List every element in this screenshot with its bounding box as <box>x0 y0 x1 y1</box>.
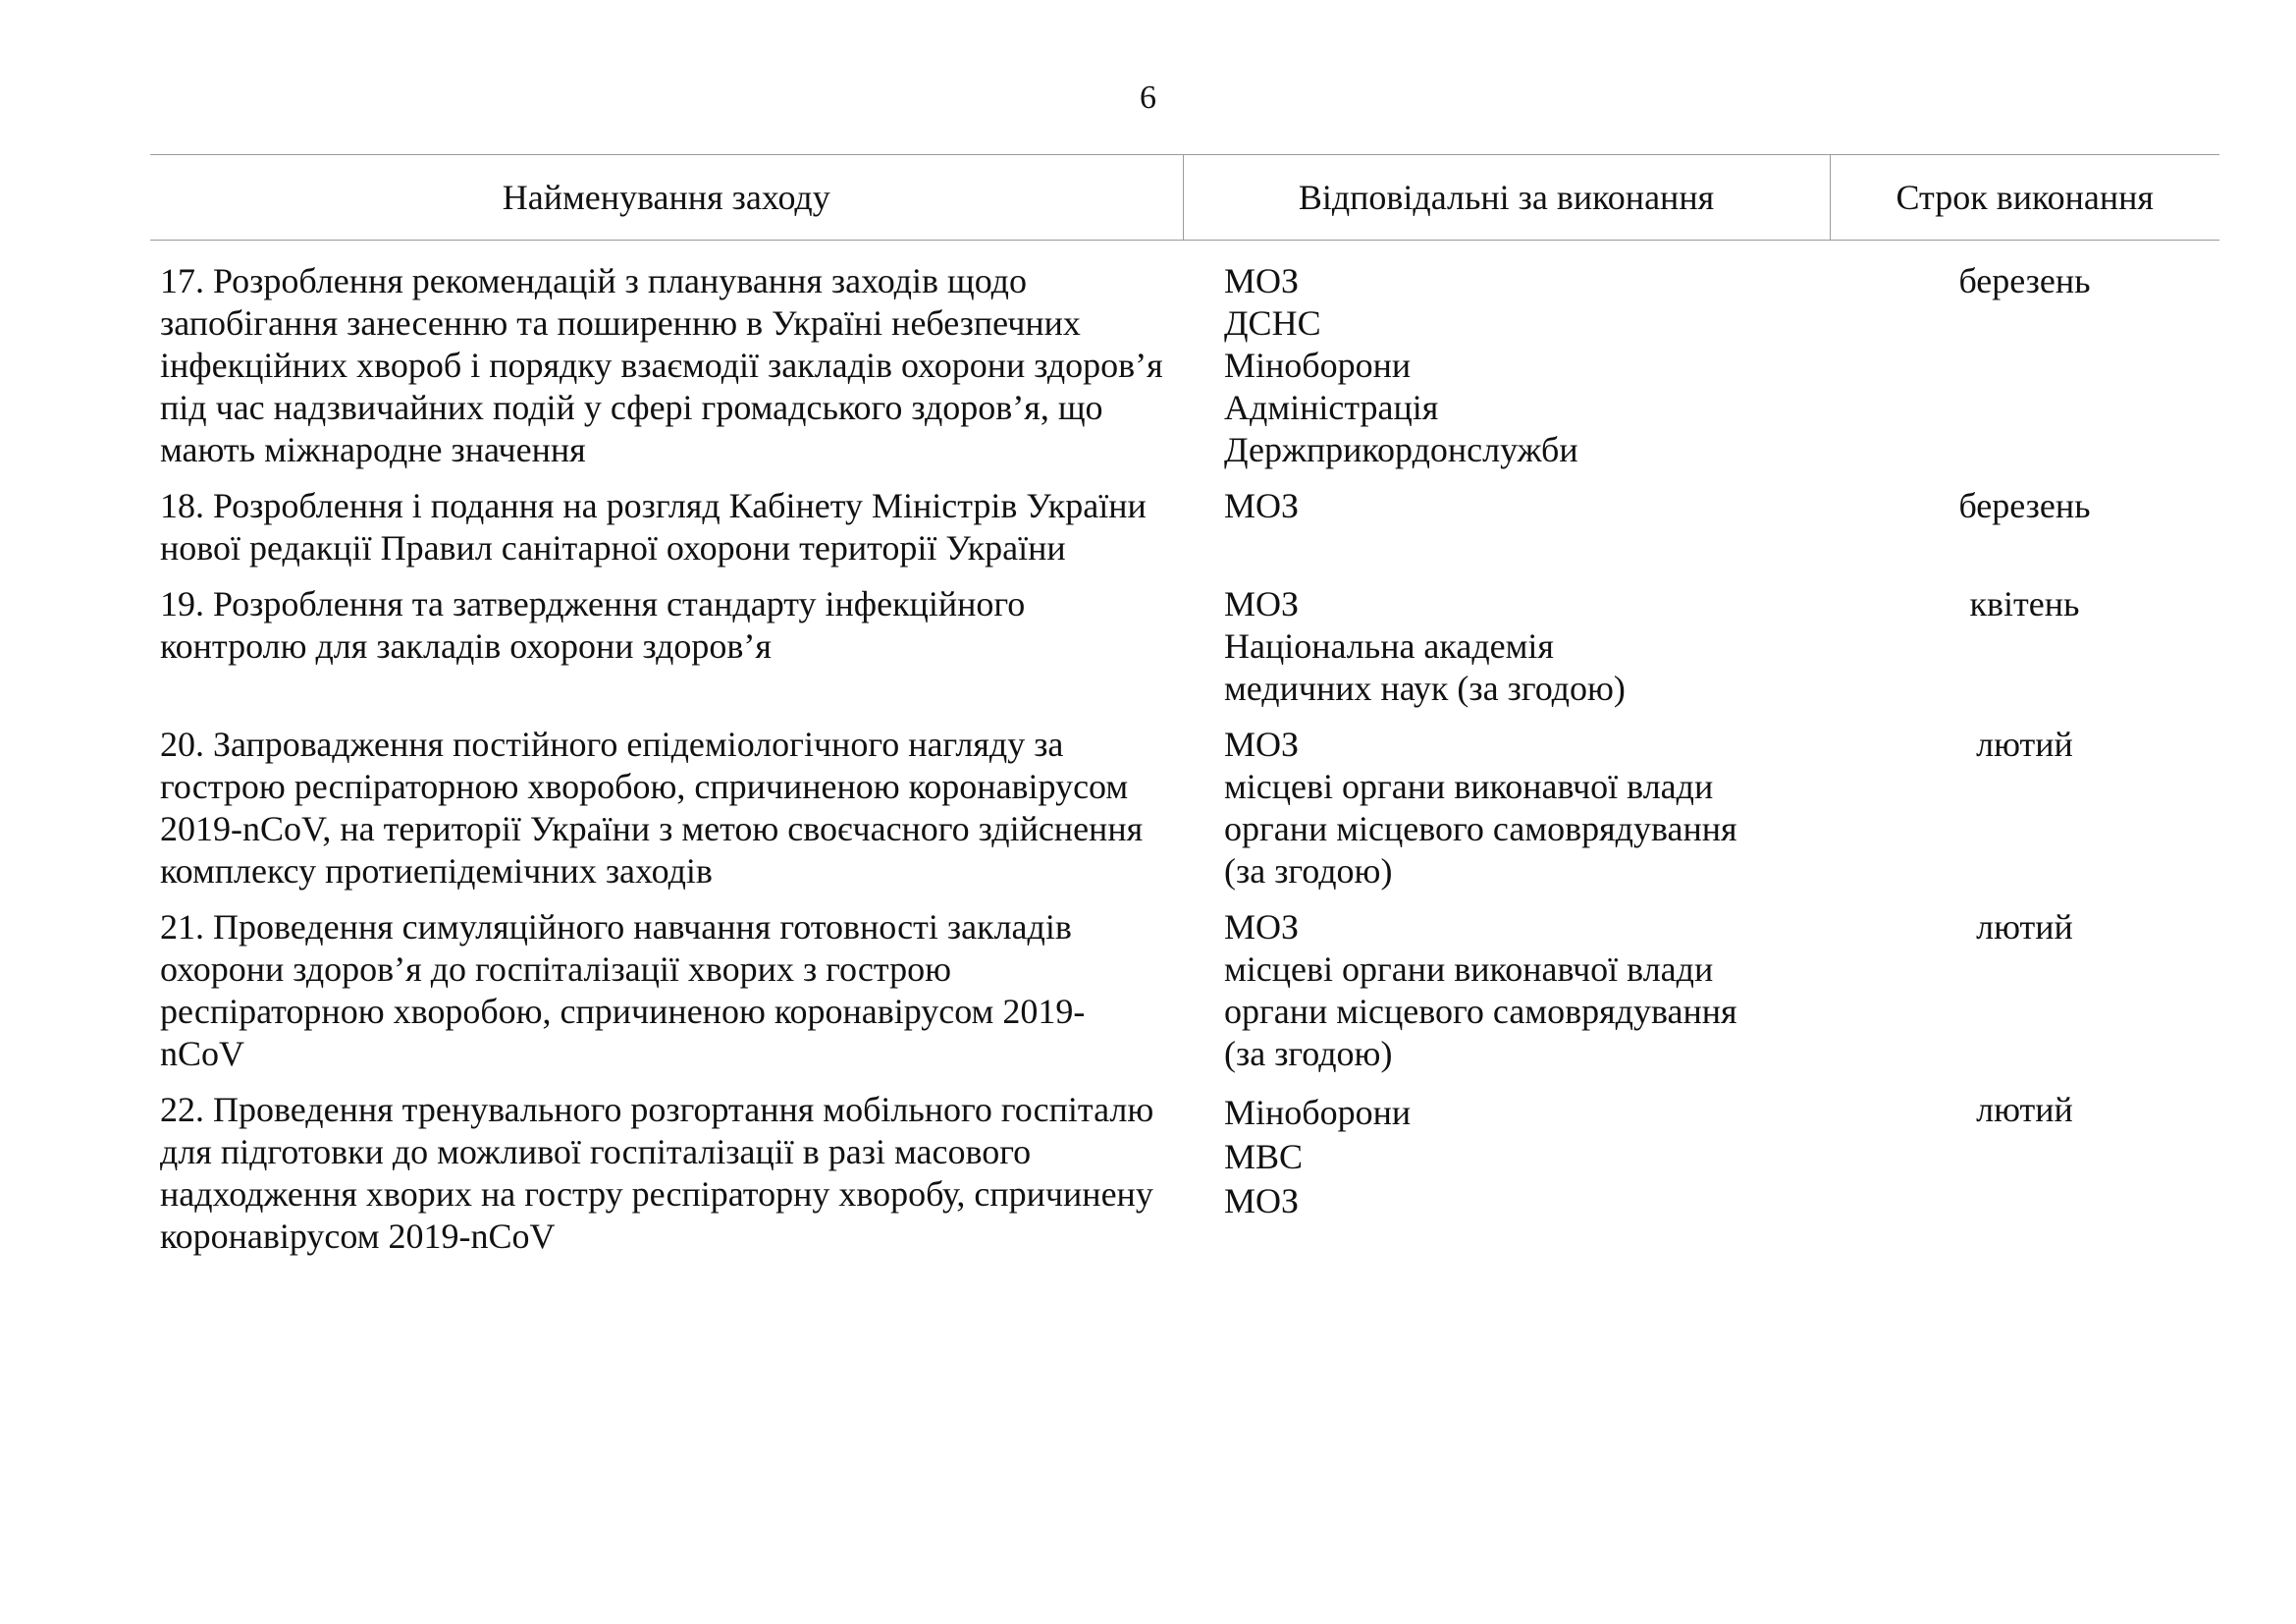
responsible-entry: МВС <box>1224 1137 1304 1176</box>
table-row <box>150 1075 2219 1258</box>
row-responsible <box>1183 471 1830 569</box>
responsible-entry: ДСНС <box>1224 303 1321 343</box>
responsible-entry: місцеві органи виконавчої влади <box>1224 949 1714 989</box>
header-term: Строк виконання <box>1830 155 2219 241</box>
responsible-entry: органи місцевого самоврядування (за згодою) <box>1224 809 1737 891</box>
row-name: 18. Розроблення і подання на розгляд Кабінету Міністрів України нової редакції Правил санітарної охорони території України <box>160 486 1147 568</box>
row-responsible <box>1183 1075 1830 1258</box>
row-name: 21. Проведення симуляційного навчання готовності закладів охорони здоров’я до госпіталізації хворих з гострою респіраторною хворобою, спричиненою коронавірусом 2019-nCoV <box>160 907 1086 1073</box>
row-name: 20. Запровадження постійного епідеміологічного нагляду за гострою респіраторною хворобою, спричиненою коронавірусом 2019-nCoV, на території України з метою своєчасного здійснення комплексу протиепідемічних заходів <box>160 725 1144 891</box>
responsible-entry: органи місцевого самоврядування (за згодою) <box>1224 992 1737 1073</box>
responsible-entry: МОЗ <box>1224 584 1300 623</box>
row-term: березень <box>1958 486 2091 525</box>
row-name: 22. Проведення тренувального розгортання мобільного госпіталю для підготовки до можливої госпіталізації в разі масового надходження хворих на гостру респіраторну хворобу, спричинену коронавірусом 2019-nCoV <box>160 1090 1154 1256</box>
table-row <box>150 471 2219 569</box>
row-term: квітень <box>1969 584 2080 623</box>
header-name: Найменування заходу <box>150 155 1183 241</box>
row-responsible <box>1183 569 1830 710</box>
row-term: лютий <box>1976 907 2073 947</box>
page-number: 6 <box>1140 80 1156 116</box>
responsible-entry: Національна академія медичних наук (за згодою) <box>1224 626 1626 708</box>
table-header-row <box>150 155 2219 241</box>
responsible-entry: МОЗ <box>1224 1181 1300 1220</box>
responsible-entry: Адміністрація <box>1224 388 1439 427</box>
row-term: лютий <box>1976 1090 2073 1129</box>
table-row <box>150 893 2219 1075</box>
responsible-entry: МОЗ <box>1224 725 1300 764</box>
responsible-entry: МОЗ <box>1224 907 1300 947</box>
responsible-entry: Міноборони <box>1224 1093 1412 1132</box>
row-responsible <box>1183 241 1830 472</box>
responsible-entry: місцеві органи виконавчої влади <box>1224 767 1714 806</box>
table-row <box>150 569 2219 710</box>
table-row <box>150 241 2219 472</box>
responsible-entry: Міноборони <box>1224 346 1412 385</box>
row-term: лютий <box>1976 725 2073 764</box>
row-name: 19. Розроблення та затвердження стандарту інфекційного контролю для закладів охорони здоров’я <box>160 584 1026 666</box>
responsible-entry: Держприкордонслужби <box>1224 430 1578 469</box>
measures-table <box>150 154 2219 1258</box>
responsible-entry: МОЗ <box>1224 261 1300 300</box>
row-responsible <box>1183 893 1830 1075</box>
responsible-entry: МОЗ <box>1224 486 1300 525</box>
row-term: березень <box>1958 261 2091 300</box>
row-responsible <box>1183 710 1830 893</box>
row-name: 17. Розроблення рекомендацій з планування заходів щодо запобігання занесенню та поширенню в Україні небезпечних інфекційних хвороб і порядку взаємодії закладів охорони здоров’я під час надзвичайних подій у сфері громадського здоров’я, що мають міжнародне значення <box>160 261 1163 469</box>
header-responsible: Відповідальні за виконання <box>1183 155 1830 241</box>
table-row <box>150 710 2219 893</box>
